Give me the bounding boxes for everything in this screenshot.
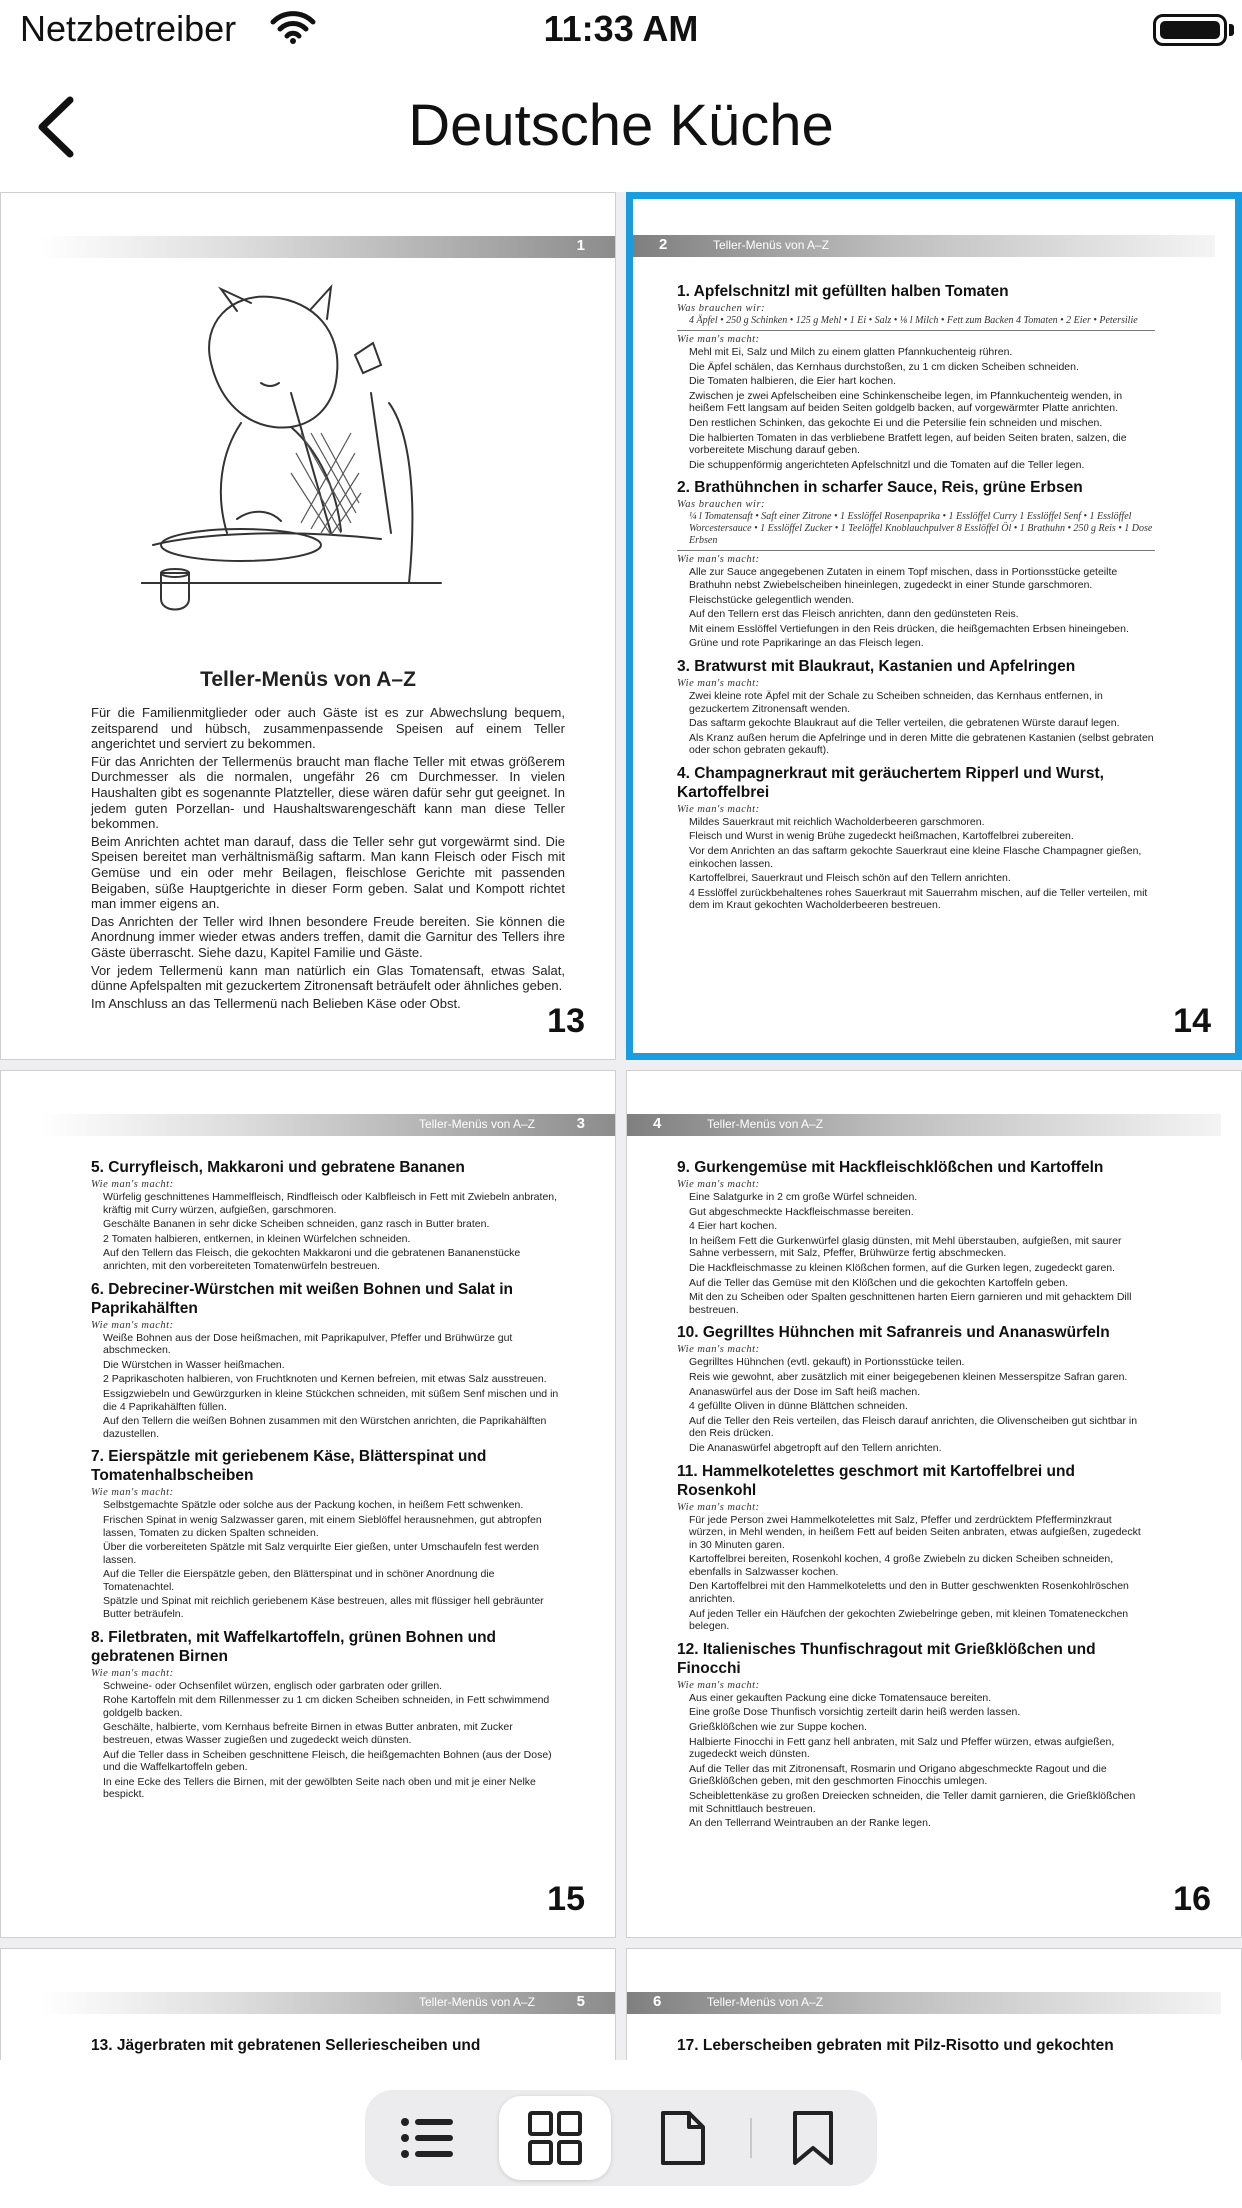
step: Die Äpfel schälen, das Kernhaus durchstoßen, zu 1 cm dicken Scheiben schneiden. (689, 360, 1079, 373)
girl-eating-illustration (141, 283, 461, 623)
step: Essigzwiebeln und Gewürzgurken in kleine Stückchen schneiden, mit süßem Senf mischen und in die 4 Paprikahälften füllen. (103, 1387, 559, 1413)
steps-list (677, 1692, 1151, 1830)
step: Auf jeden Teller ein Häufchen der gekochten Zwiebelringe geben, mit kleinen Tomateneckchen belegen. (689, 1607, 1129, 1633)
header-title: Teller-Menüs von A–Z (418, 1995, 535, 2009)
step: Ananaswürfel aus der Dose im Saft heiß machen. (689, 1385, 921, 1398)
bookmarks-view-button[interactable] (757, 2096, 869, 2180)
step: Grießklößchen wie zur Suppe kochen. (689, 1721, 868, 1734)
steps-list (91, 1499, 565, 1620)
step: Kartoffelbrei, Sauerkraut und Fleisch schön auf den Tellern anrichten. (689, 872, 1011, 885)
step: Scheiblettenkäse zu großen Dreiecken schneiden, die Teller damit garnieren, die Grießklößchen mit Schnittlauch bestreuen. (689, 1790, 1136, 1815)
recipe-title: 12. Italienisches Thunfischragout mit Grießklößchen und Finocchi (677, 1640, 1096, 1677)
section-label: Wie man's macht: (91, 1487, 174, 1499)
section-label: Wie man's macht: (91, 1667, 174, 1679)
step: Kartoffelbrei bereiten, Rosenkohl kochen, 4 große Zwiebeln zu dicken Scheiben schneiden, ebenfalls in Salzwasser kochen. (689, 1553, 1114, 1578)
page-thumbnail-13[interactable] (0, 192, 616, 1060)
battery-icon (1153, 14, 1227, 46)
page-header-bar (627, 1114, 1221, 1136)
page-header-bar (41, 1992, 615, 2014)
recipe-title: 8. Filetbraten, mit Waffelkartoffeln, grünen Bohnen und gebratenen Birnen (91, 1628, 497, 1665)
header-title: Teller-Menüs von A–Z (707, 1117, 824, 1131)
recipe-title: 11. Hammelkotelettes geschmort mit Kartoffelbrei und Rosenkohl (677, 1462, 1075, 1499)
step: Die halbierten Tomaten in das verbliebene Bratfett legen, auf beiden Seiten braten, salzen, die vorbereitete Mischung darauf geben. (689, 431, 1127, 457)
carrier-label: Netzbetreiber (20, 8, 237, 49)
section-label: Wie man's macht: (677, 677, 760, 689)
page-header-bar (633, 235, 1215, 257)
battery-cap (1229, 24, 1234, 36)
step: Auf die Teller das mit Zitronensaft, Rosmarin und Origano abgeschmeckte Ragout und die Grießklößchen geben, mit den geschmorten Finocchis umlegen. (689, 1762, 1107, 1788)
step: Die Hackfleischmasse zu kleinen Klößchen formen, auf die Gurken legen, zugedeckt garen. (689, 1261, 1116, 1274)
ingredients: ¼ l Tomatensaft • Saft einer Zitrone • 1 Esslöffel Rosenpaprika • 1 Esslöffel Curry 1 Esslöffel Senf • 1 Esslöffel Worcestersauce • 1 Esslöffel Zucker • 1 Teelöffel Knoblauchpulver 8 Esslöffel Öl • 1 Brathuhn • 250 g Reis • 1 Dose Erbsen (677, 511, 1155, 551)
step: Auf den Tellern erst das Fleisch anrichten, dann den gedünsteten Reis. (689, 608, 1019, 621)
recipe (91, 1158, 565, 1273)
recipe (677, 1323, 1151, 1454)
recipe (677, 657, 1155, 757)
page-thumbnail-grid[interactable] (0, 192, 1242, 2060)
recipe-title: 1. Apfelschnitzl mit gefüllten halben Tomaten (677, 283, 1009, 300)
recipe (677, 1462, 1151, 1633)
step: Weiße Bohnen aus der Dose heißmachen, mit Paprikapulver, Pfeffer und Brühwürze gut abschmecken. (103, 1331, 513, 1357)
step: Den restlichen Schinken, das gekochte Ei und die Petersilie fein schneiden und mischen. (689, 416, 1103, 429)
step: Eine Salatgurke in 2 cm große Würfel schneiden. (689, 1191, 918, 1203)
page-thumbnail-18[interactable] (626, 1948, 1242, 2060)
steps-list (677, 346, 1155, 471)
recipe (91, 1628, 565, 1801)
recipe-title: 2. Brathühnchen in scharfer Sauce, Reis, grüne Erbsen (677, 479, 1083, 497)
chapter-title: Teller-Menüs von A–Z (200, 668, 416, 691)
section-label: Wie man's macht: (91, 1319, 174, 1331)
status-bar (0, 0, 1242, 62)
step: Den Kartoffelbrei mit den Hammelkoteletts und den in Butter geschwenkten Rosenkohlröschen anrichten. (689, 1580, 1129, 1606)
step: Auf die Teller die Eierspätzle geben, den Blätterspinat und in schöner Anordnung die Tomatenachtel. (103, 1568, 495, 1593)
page-thumbnail-16[interactable] (626, 1070, 1242, 1938)
steps-list (91, 1680, 565, 1801)
grid-view-button[interactable] (499, 2096, 611, 2180)
step: Geschälte, halbierte, vom Kernhaus befreite Birnen in etwas Butter anbraten, mit Zucker bestreuen, etwas Wasser zugießen und zugedeckt weich dünsten. (103, 1721, 513, 1747)
recipe (91, 1447, 565, 1620)
header-title: Teller-Menüs von A–Z (713, 238, 830, 252)
section-label: Wie man's macht: (677, 1344, 760, 1356)
recipe (677, 1640, 1151, 1830)
section-label: Wie man's macht: (677, 1179, 760, 1190)
section-label: Wie man's macht: (91, 1179, 174, 1190)
navigation-bar (0, 62, 1242, 192)
divider (750, 2118, 752, 2158)
recipe (91, 1280, 565, 1441)
recipe-title: 10. Gegrilltes Hühnchen mit Safranreis und Ananaswürfeln (677, 1324, 1110, 1342)
step: Die Würstchen in Wasser heißmachen. (103, 1358, 285, 1371)
step: Auf die Teller das Gemüse mit den Klößchen und die gekochten Kartoffeln geben. (689, 1276, 1069, 1289)
header-page-number: 3 (576, 1115, 585, 1132)
clock: 11:33 AM (543, 8, 699, 49)
step: Mit einem Esslöffel Vertiefungen in den Reis drücken, die heißgemachten Erbsen hineingeben. (689, 622, 1129, 635)
page-thumbnail-14[interactable] (626, 192, 1242, 1060)
steps-list (677, 816, 1155, 912)
step: Aus einer gekauften Packung eine dicke Tomatensauce bereiten. (689, 1691, 992, 1704)
steps-list (677, 1514, 1151, 1633)
step: Gegrilltes Hühnchen (evtl. gekauft) in Portionsstücke teilen. (689, 1356, 965, 1369)
document-icon (655, 2110, 711, 2166)
page-number: 15 (547, 1880, 585, 1918)
step: An den Tellerrand Weintrauben an der Ranke legen. (689, 1817, 931, 1830)
page-header-bar (41, 236, 615, 258)
page-number: 13 (547, 1002, 585, 1040)
step: Selbstgemachte Spätzle oder solche aus der Packung kochen, in heißem Fett schwenken. (103, 1499, 524, 1512)
page-header-bar (627, 1992, 1221, 2014)
step: Mehl mit Ei, Salz und Milch zu einem glatten Pfannkuchenteig rühren. (689, 346, 1013, 358)
view-mode-segmented-control (365, 2090, 877, 2186)
section-label: Wie man's macht: (677, 334, 760, 345)
step: Über die vorbereiteten Spätzle mit Salz verquirlte Eier gießen, unter Umschaufeln fest werden lassen. (103, 1541, 539, 1566)
list-icon (399, 2110, 455, 2166)
paragraph: Für das Anrichten der Tellermenüs braucht man flache Teller mit etwas größerem Durchmesser als die normalen, ungefähr 26 cm Durchmesser. In vielen Haushalten gibt es sogenannte Platzteller, diese wären dafür sehr gut geeignet. In jedem guten Porzellan- und Haushaltswarengeschäft kann man diese Teller bekommen. (91, 753, 565, 832)
paragraph: Vor jedem Tellermenü kann man natürlich ein Glas Tomatensaft, etwas Salat, dünne Apfelspalten mit gezuckertem Zitronensaft beträufelt oder ähnliches geben. (91, 962, 565, 994)
step: Auf den Tellern das Fleisch, die gekochten Makkaroni und die gebratenen Bananenstücke anrichten, mit den vorbereiteten Tomatenwürfeln bestreuen. (103, 1247, 521, 1272)
step: 4 gefüllte Oliven in dünne Blättchen schneiden. (689, 1400, 908, 1413)
step: Auf den Tellern die weißen Bohnen zusammen mit den Würstchen anrichten, die Paprikahälften dazustellen. (103, 1415, 547, 1440)
recipe (677, 1158, 1151, 1316)
paragraph: Beim Anrichten achtet man darauf, dass die Teller sehr gut vorgewärmt sind. Die Speisen bereitet man verhältnismäßig saftarm. Man kann Fleisch oder Fisch mit Gemüse und ein oder mehr Beilagen, fleischlose Gerichte mit passenden Beigaben, süße Hauptgerichte in dieser Form geben. Salat und Kompott richtet man immer eigens an. (91, 833, 565, 912)
steps-list (677, 1356, 1151, 1454)
step: 2 Tomaten halbieren, entkernen, in kleinen Würfelchen schneiden. (103, 1232, 411, 1245)
step: Fleischstücke gelegentlich wenden. (689, 593, 855, 606)
page-header-bar (41, 1114, 615, 1136)
paragraph: Das Anrichten der Teller wird Ihnen besondere Freude bereiten. Sie können die Anordnung immer wieder etwas anders treffen, damit die Garnitur des Tellers ihre Gäste überrascht. Siehe dazu, Kapitel Familie und Gäste. (91, 913, 565, 960)
step: 4 Esslöffel zurückbehaltenes rohes Sauerkraut mit Sauerrahm mischen, auf die Teller verteilen, mit dem im Kraut gekochten Wacholderbeeren bestreuen. (689, 886, 1148, 912)
step: Mildes Sauerkraut mit reichlich Wacholderbeeren garschmoren. (689, 815, 985, 828)
section-label: Was brauchen wir: (677, 303, 766, 314)
page-thumbnail-17[interactable] (0, 1948, 616, 2060)
recipe-title: 4. Champagnerkraut mit geräuchertem Ripperl und Wurst, Kartoffelbrei (677, 764, 1104, 801)
section-label: Wie man's macht: (677, 803, 760, 815)
step: Reis wie gewohnt, aber zusätzlich mit einer beigegebenen kleinen Messerspitze Safran garen. (689, 1370, 1128, 1383)
recipe (677, 282, 1155, 471)
step: 4 Eier hart kochen. (689, 1220, 778, 1233)
step: Gut abgeschmeckte Hackfleischmasse bereiten. (689, 1205, 914, 1218)
header-page-number: 6 (653, 1993, 662, 2010)
bookmark-icon (785, 2110, 841, 2166)
step: Spätzle und Spinat mit reichlich geriebenem Käse bestreuen, alles mit flüssiger hell gebräunter Butter beträufeln. (103, 1595, 544, 1621)
step: Würfelig geschnittenes Hammelfleisch, Rindfleisch oder Kalbfleisch in Fett mit Zwiebeln anbraten, kräftig mit Curry würzen, aufgießen, garschmoren. (103, 1191, 558, 1216)
recipe-title: 3. Bratwurst mit Blaukraut, Kastanien und Apfelringen (677, 657, 1076, 675)
header-page-number: 2 (659, 236, 668, 253)
recipe-list (91, 2029, 565, 2057)
step: Halbierte Finocchi in Fett ganz hell anbraten, mit Salz und Pfeffer würzen, etwas aufgießen, zugedeckt weich dünsten. (689, 1735, 1115, 1761)
header-page-number: 1 (576, 237, 585, 254)
steps-list (677, 690, 1155, 757)
step: Rohe Kartoffeln mit dem Rillenmesser zu 1 cm dicken Scheiben schneiden, in Fett schwimmend goldgelb backen. (103, 1694, 550, 1719)
step: Die Ananaswürfel abgetropft auf den Tellern anrichten. (689, 1441, 942, 1454)
recipe-title: 6. Debreciner-Würstchen mit weißen Bohnen und Salat in Paprikahälften (91, 1280, 514, 1317)
step: In eine Ecke des Tellers die Birnen, mit der gewölbten Seite nach oben und mit je einer Nelke bespickt. (103, 1775, 536, 1801)
steps-list (677, 566, 1155, 650)
section-label: Wie man's macht: (677, 554, 760, 566)
recipe-list (677, 275, 1155, 914)
header-title: Teller-Menüs von A–Z (418, 1117, 535, 1131)
step: Mit den zu Scheiben oder Spalten geschnittenen harten Eiern garnieren und mit gehacktem Dill bestreuen. (689, 1291, 1132, 1316)
recipe-title: 17. Leberscheiben gebraten mit Pilz-Risotto und gekochten (677, 2037, 1114, 2054)
paragraph: Im Anschluss an das Tellermenü nach Belieben Käse oder Obst. (91, 995, 461, 1011)
header-title: Teller-Menüs von A–Z (707, 1995, 824, 2009)
recipe-list (677, 1151, 1151, 1832)
step: Für jede Person zwei Hammelkotelettes mit Salz, Pfeffer und zerdrücktem Pfefferminzkraut würzen, in Mehl wenden, in heißem Fett auf beiden Seiten anbraten, etwas aufgießen, zugedeckt in 30 Minuten garen. (689, 1513, 1141, 1551)
recipe (677, 764, 1155, 912)
step: Schweine- oder Ochsenfilet würzen, englisch oder garbraten oder grillen. (103, 1679, 443, 1692)
recipe-title: 5. Curryfleisch, Makkaroni und gebratene Bananen (91, 1159, 465, 1176)
step: Grüne und rote Paprikaringe an das Fleisch legen. (689, 637, 924, 650)
chapter-intro (91, 705, 565, 1013)
step: Eine große Dose Thunfisch vorsichtig zerteilt darin heiß werden lassen. (689, 1706, 1021, 1719)
section-label: Was brauchen wir: (677, 499, 766, 511)
step: In heißem Fett die Gurkenwürfel glasig dünsten, mit Mehl überstauben, aufgießen, mit saurer Sahne verbessern, mit Salz, Pfeffer, Brühwürze fertig abschmecken. (689, 1234, 1122, 1260)
steps-list (91, 1332, 565, 1441)
step: Die schuppenförmig angerichteten Apfelschnitzl und die Tomaten auf die Teller legen. (689, 458, 1085, 471)
recipe-list (677, 2029, 1191, 2057)
step: Frischen Spinat in wenig Salzwasser garen, mit einem Sieblöffel herausnehmen, gut abtropfen lassen, Tomaten zu dicken Spalten schneiden. (103, 1513, 542, 1539)
paragraph: Für die Familienmitglieder oder auch Gäste ist es zur Abwechslung bequem, zeitsparend und hübsch, zusammenpassende Speisen auf einem Teller angerichtet und serviert zu bekommen. (91, 705, 565, 752)
steps-list (677, 1191, 1151, 1316)
toc-view-button[interactable] (371, 2096, 483, 2180)
single-page-view-button[interactable] (627, 2096, 739, 2180)
page-number: 14 (1173, 1002, 1211, 1040)
step: Als Kranz außen herum die Apfelringe und in deren Mitte die gebratenen Kastanien (selbst gebraten oder schon gebraten gekauft). (689, 731, 1154, 757)
steps-list (91, 1191, 565, 1273)
step: Fleisch und Wurst in wenig Brühe zugedeckt heißmachen, Kartoffelbrei zubereiten. (689, 830, 1074, 843)
recipe-list (91, 1151, 565, 1803)
step: Die Tomaten halbieren, die Eier hart kochen. (689, 375, 897, 388)
ingredients: 4 Äpfel • 250 g Schinken • 125 g Mehl • 1 Ei • Salz • ⅛ l Milch • Fett zum Backen 4 Tomaten • 2 Eier • Petersilie (677, 315, 1155, 331)
step: Zwischen je zwei Apfelscheiben eine Schinkenscheibe legen, im Pfannkuchenteig wenden, in heißem Fett langsam auf beiden Seiten goldgelb backen, auf vorgewärmter Platte anrichten. (689, 389, 1123, 415)
page-thumbnail-15[interactable] (0, 1070, 616, 1938)
section-label: Wie man's macht: (677, 1679, 760, 1691)
grid-icon (527, 2110, 583, 2166)
page-title: Deutsche Küche (408, 93, 834, 158)
step: Auf die Teller den Reis verteilen, das Fleisch darauf anrichten, die Olivenscheiben gut sichtbar in den Reis drücken. (689, 1414, 1138, 1440)
step: 2 Paprikaschoten halbieren, von Fruchtknoten und Kernen befreien, mit etwas Salz ausstreuen. (103, 1373, 547, 1386)
recipe-title: 13. Jägerbraten mit gebratenen Selleriescheiben und (91, 2037, 481, 2054)
section-label: Wie man's macht: (677, 1501, 760, 1513)
step: Auf die Teller dass in Scheiben geschnittene Fleisch, die heißgemachten Bohnen (aus der Dose) und die Waffelkartoffeln geben. (103, 1748, 552, 1774)
header-page-number: 5 (576, 1993, 585, 2010)
page-number: 16 (1173, 1880, 1211, 1918)
step: Vor dem Anrichten an das saftarm gekochte Sauerkraut eine kleine Flasche Champagner gießen, einkochen lassen. (689, 845, 1142, 870)
recipe (677, 478, 1155, 650)
header-page-number: 4 (653, 1115, 662, 1132)
step: Geschälte Bananen in sehr dicke Scheiben schneiden, ganz rasch in Butter braten. (103, 1218, 490, 1231)
step: Zwei kleine rote Äpfel mit der Schale zu Scheiben schneiden, das Kernhaus entfernen, in gezuckertem Zitronensaft wenden. (689, 689, 1103, 715)
step: Alle zur Sauce angegebenen Zutaten in einem Topf mischen, dass in Portionsstücke geteilte Brathuhn nebst Zwiebelscheiben hineinlegen, zugedeckt in einer Stunde garschmoren. (689, 566, 1118, 591)
bottom-toolbar (0, 2060, 1242, 2208)
step: Das saftarm gekochte Blaukraut auf die Teller verteilen, die gebratenen Würste darauf legen. (689, 717, 1120, 730)
recipe-title: 7. Eierspätzle mit geriebenem Käse, Blätterspinat und Tomatenhalbscheiben (91, 1448, 487, 1485)
recipe-title: 9. Gurkengemüse mit Hackfleischklößchen und Kartoffeln (677, 1159, 1104, 1176)
